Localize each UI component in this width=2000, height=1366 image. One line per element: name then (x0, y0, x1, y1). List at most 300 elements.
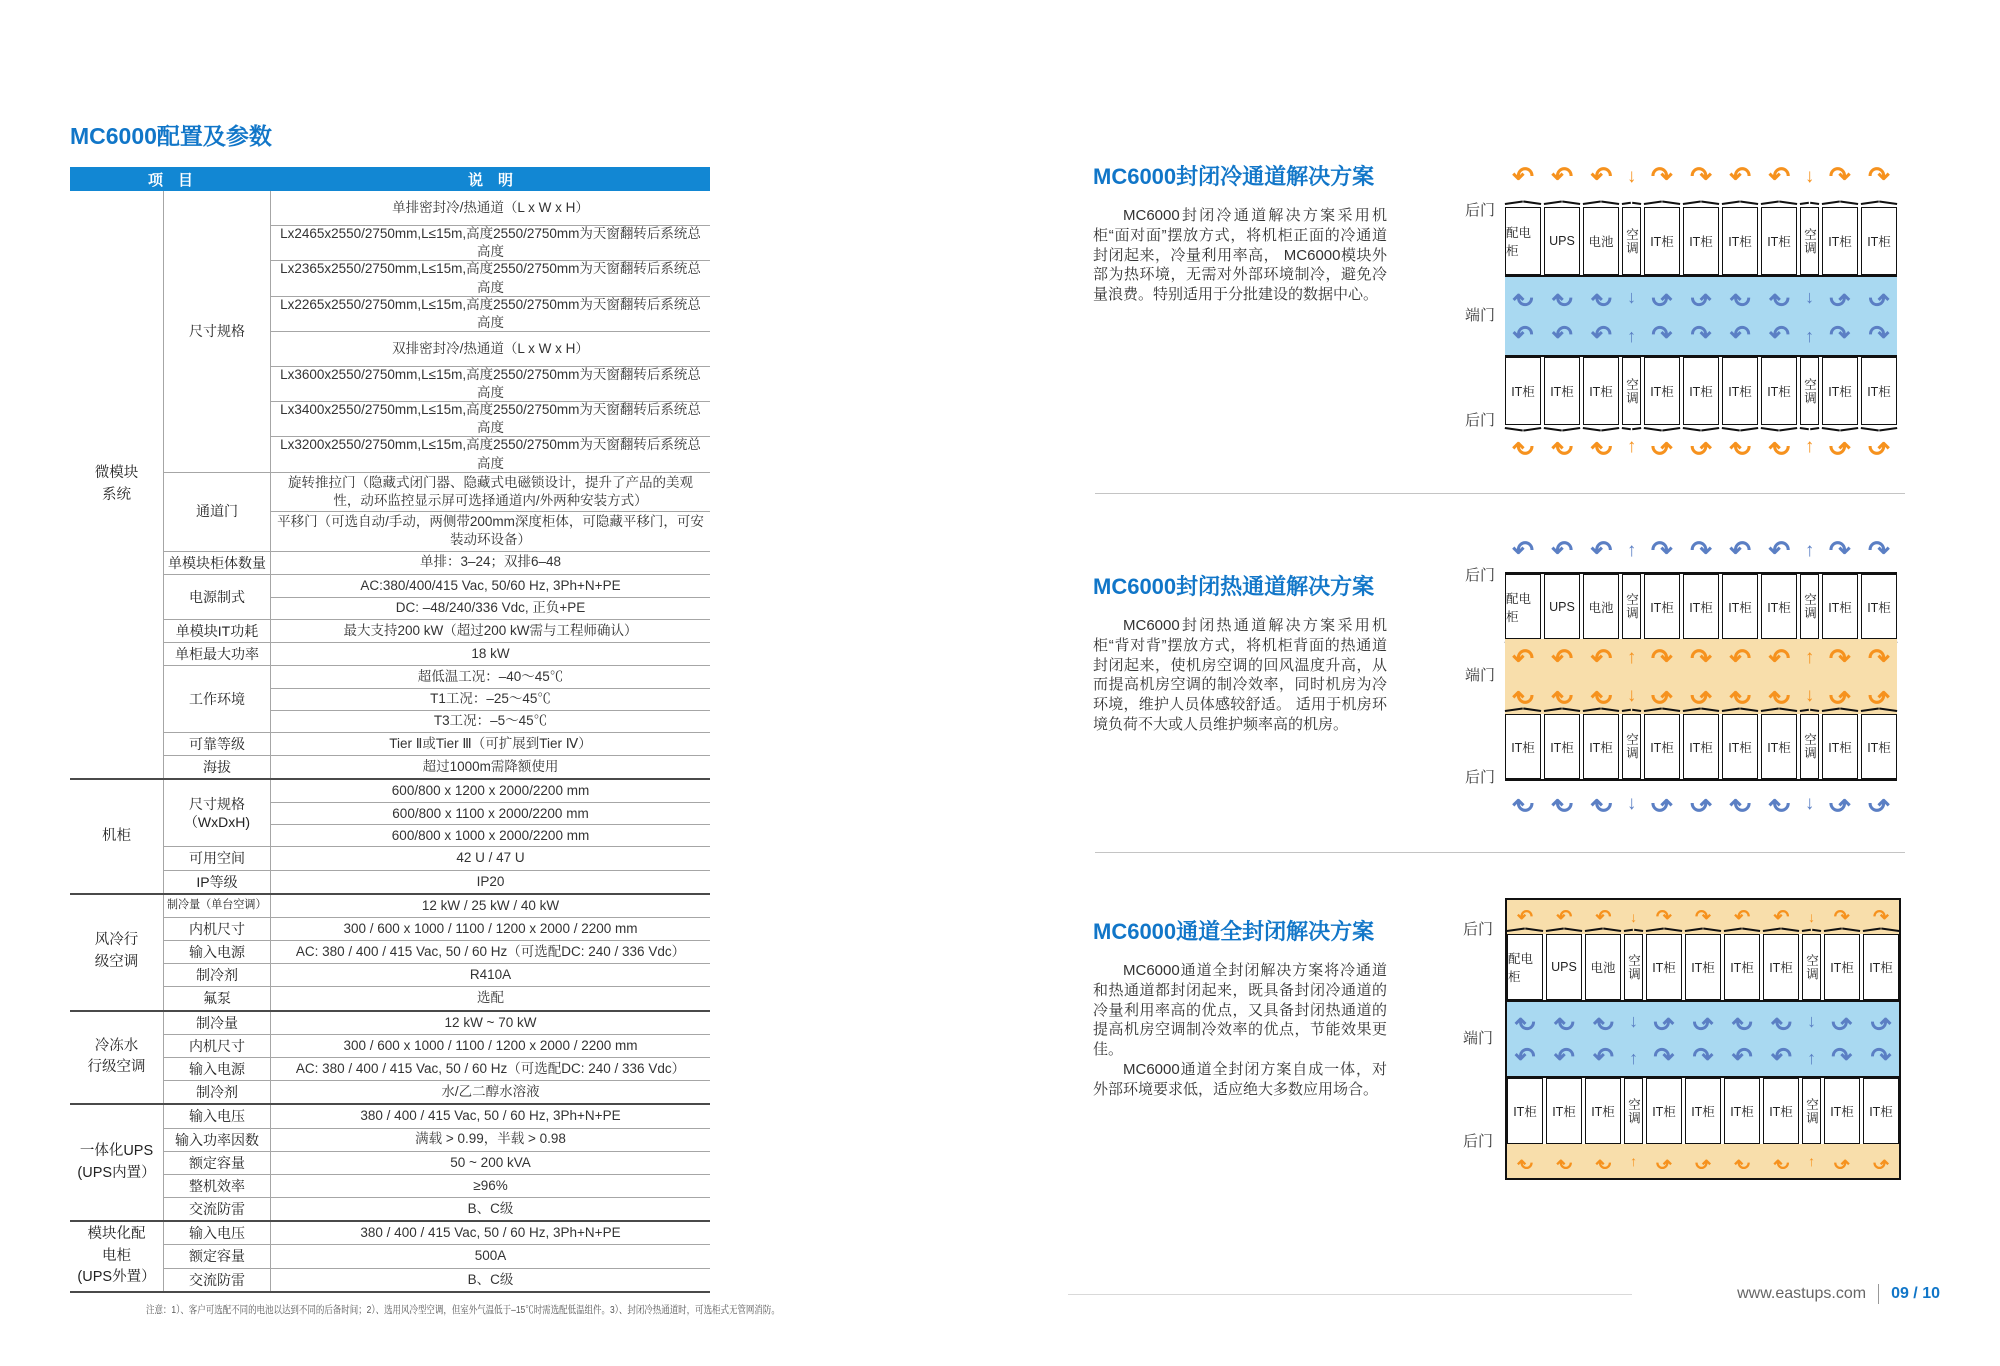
section-paragraph: MC6000封闭冷通道解决方案采用机柜“面对面”摆放方式，将机柜正面的冷通道封闭起来，冷量利用率高， MC6000模块外部为热环境，无需对外部环境制冷，避免冷量浪费。特别适用于分批建设的数据中心。 (1093, 207, 1387, 304)
table-item-label (164, 918, 271, 940)
cabinet-label: IT柜 (1591, 1105, 1615, 1119)
table-value: Lx2265x2550/2750mm,L≤15m,高度2550/2750mm为天窗翻转后系统总高度 (271, 296, 710, 331)
table-value: 600/800 x 1000 x 2000/2200 mm (271, 824, 710, 846)
airflow-arrow-icon (1507, 1008, 1543, 1033)
table-item-label (164, 847, 271, 869)
airflow-arrow-glyph: ↑ (1804, 647, 1815, 669)
cabinet (1761, 357, 1797, 425)
table-row (164, 574, 710, 619)
table-value: 42 U / 47 U (456, 850, 525, 866)
airflow-arrow-glyph: ↶ (1731, 1007, 1753, 1035)
spec-table-groups (70, 191, 710, 1291)
cabinet (1685, 1078, 1721, 1144)
cabinet (1861, 714, 1897, 779)
cabinet (1683, 714, 1719, 779)
airflow-arrow-icon (1863, 1152, 1899, 1171)
table-item-label (164, 473, 271, 551)
airflow-arrow-icon (1505, 642, 1541, 673)
airflow-arrow-glyph: ↶ (1731, 1043, 1753, 1071)
airflow-arrow-icon (1585, 1045, 1621, 1070)
table-item-label (164, 552, 271, 574)
cabinet (1761, 207, 1797, 275)
cabinet-label: IT柜 (1730, 1105, 1754, 1119)
airflow-arrow-glyph: ↓ (1804, 165, 1815, 187)
air-conditioner-cabinet (1622, 207, 1641, 275)
airflow-arrow-glyph: ↓ (1804, 792, 1815, 814)
airflow-arrow-glyph: ↶ (1556, 906, 1573, 928)
table-row (164, 895, 710, 917)
airflow-arrow-glyph: ↶ (1512, 161, 1534, 191)
cabinet-label: IT柜 (1691, 961, 1715, 975)
airflow-arrow-icon (1544, 284, 1580, 309)
cabinet (1544, 357, 1580, 425)
item-label-line: 单柜最大功率 (175, 645, 259, 662)
cold-air-arrows (1505, 528, 1897, 572)
table-item-label (164, 1269, 271, 1291)
cabinet-label: IT柜 (1830, 1105, 1854, 1119)
airflow-arrow-glyph: ↶ (1514, 1043, 1536, 1071)
airflow-arrow-glyph: ↑ (1630, 1153, 1638, 1169)
airflow-arrow-icon (1801, 288, 1819, 306)
item-label-line: 制冷剂 (196, 967, 238, 984)
airflow-arrow-icon (1683, 433, 1719, 459)
cabinet-row-bottom (1505, 357, 1897, 425)
cabinet-label: 空调 (1802, 227, 1817, 255)
cabinet-label: IT柜 (1867, 600, 1891, 615)
table-item-label (164, 575, 271, 619)
cabinet-label: IT柜 (1650, 600, 1674, 615)
section-full-containment (1093, 915, 1387, 1100)
airflow-arrow-glyph: ↶ (1768, 642, 1791, 673)
table-item-values (271, 191, 710, 472)
table-item-values (271, 1081, 710, 1103)
cabinet (1546, 1078, 1582, 1144)
footer-page-number: 09 / 10 (1891, 1285, 1940, 1302)
airflow-arrow-icon (1507, 1045, 1543, 1070)
table-item-values (271, 1058, 710, 1080)
cabinet-label: IT柜 (1828, 235, 1852, 249)
air-conditioner-cabinet (1624, 934, 1643, 1000)
table-value: IP20 (476, 873, 505, 889)
table-item-label (164, 1058, 271, 1080)
group-name-line: 模块化配 (87, 1225, 146, 1242)
cabinet-label: IT柜 (1652, 1105, 1676, 1119)
airflow-arrow-glyph: ↓ (1629, 1010, 1639, 1031)
cabinet (1683, 207, 1719, 275)
cabinet-label: IT柜 (1650, 740, 1674, 755)
item-label-line: 内机尺寸 (189, 920, 245, 937)
airflow-arrow-icon (1801, 437, 1819, 456)
section-hot-aisle (1093, 570, 1387, 735)
airflow-arrow-glyph: ↶ (1551, 321, 1573, 349)
hot-air-arrows (1505, 639, 1897, 677)
airflow-arrow-icon (1583, 642, 1619, 673)
airflow-arrow-icon (1861, 680, 1897, 711)
table-value: Lx2465x2550/2750mm,L≤15m,高度2550/2750mm为天窗翻转后系统总高度 (271, 225, 710, 260)
table-value: 最大支持200 kW（超过200 kW需与工程师确认） (343, 622, 638, 638)
table-item-label (164, 941, 271, 963)
airflow-arrow-glyph: ↶ (1729, 321, 1751, 349)
airflow-arrow-glyph: ↶ (1773, 1150, 1790, 1172)
airflow-arrow-icon (1623, 327, 1641, 345)
item-label-line: 尺寸规格 (189, 796, 245, 813)
cabinet-label: 空调 (1802, 733, 1817, 760)
airflow-arrow-icon (1722, 537, 1758, 563)
airflow-arrow-icon (1824, 908, 1860, 927)
airflow-arrow-glyph: ↶ (1768, 680, 1791, 711)
airflow-arrow-glyph: ↶ (1729, 680, 1752, 711)
airflow-arrow-icon (1685, 908, 1721, 927)
airflow-arrow-icon (1685, 1152, 1721, 1171)
cabinet (1644, 207, 1680, 275)
airflow-arrow-icon (1583, 284, 1619, 309)
cabinet-label: 空调 (1802, 593, 1817, 620)
air-conditioner-cabinet (1800, 357, 1819, 425)
airflow-arrow-glyph: ↶ (1595, 906, 1612, 928)
cabinet-label: IT柜 (1767, 740, 1791, 755)
airflow-arrow-icon (1803, 1012, 1821, 1030)
cabinet (1544, 714, 1580, 779)
airflow-arrow-glyph: ↶ (1729, 283, 1751, 311)
airflow-arrow-icon (1861, 642, 1897, 673)
cabinet-label: 空调 (1626, 1097, 1641, 1125)
table-value: 旋转推拉门（隐藏式闭门器、隐藏式电磁锁设计，提升了产品的美观性，动环监控显示屏可选择通道内/外两种安装方式） (288, 474, 693, 508)
table-row (164, 1034, 710, 1057)
table-item-values (271, 666, 710, 732)
airflow-arrow-icon (1623, 686, 1641, 705)
airflow-arrow-glyph: ↓ (1626, 684, 1637, 706)
cabinet-label: IT柜 (1513, 1105, 1537, 1119)
table-item-values (271, 871, 710, 893)
page-title: MC6000配置及参数 (70, 123, 272, 149)
cabinet-label: IT柜 (1769, 1105, 1793, 1119)
table-item-values (271, 895, 710, 917)
airflow-arrow-glyph: ↶ (1768, 535, 1791, 565)
table-group-items (164, 191, 710, 778)
item-label-line: 输入电压 (189, 1225, 245, 1242)
cabinet (1644, 714, 1680, 779)
cabinet-label: IT柜 (1828, 740, 1852, 755)
airflow-arrow-icon (1646, 1045, 1682, 1070)
airflow-arrow-glyph: ↷ (1828, 642, 1851, 673)
cabinet (1585, 1078, 1621, 1144)
airflow-arrow-glyph: ↶ (1768, 161, 1791, 191)
air-conditioner-cabinet (1622, 714, 1641, 779)
rear-door-label: 后门 (1464, 769, 1495, 786)
airflow-arrow-icon (1583, 163, 1619, 189)
table-group-items (164, 780, 710, 892)
airflow-arrow-icon (1801, 648, 1819, 667)
table-value: 单排：3–24；双排6–48 (419, 554, 562, 570)
section-paragraph: MC6000通道全封闭解决方案将冷通道和热通道都封闭起来，既具备封闭冷通道的冷量利用率高的优点，又具备封闭热通道的提高机房空调制冷效率的优点，节能效果更佳。 (1093, 962, 1387, 1059)
airflow-arrow-icon (1625, 1012, 1643, 1030)
airflow-arrow-icon (1623, 167, 1641, 186)
airflow-arrow-glyph: ↶ (1734, 1150, 1751, 1172)
group-name-line: 一体化UPS (79, 1143, 154, 1160)
airflow-arrow-glyph: ↷ (1828, 680, 1851, 711)
airflow-arrow-glyph: ↶ (1553, 1043, 1575, 1071)
airflow-arrow-icon (1861, 537, 1897, 563)
item-label-line: 交流防雷 (189, 1201, 245, 1218)
airflow-arrow-icon (1546, 1008, 1582, 1033)
airflow-arrow-icon (1763, 1045, 1799, 1070)
table-row (164, 963, 710, 986)
cabinet (1763, 1078, 1799, 1144)
airflow-arrow-icon (1761, 284, 1797, 309)
table-item-label (164, 733, 271, 755)
airflow-arrow-glyph: ↓ (1627, 286, 1637, 307)
table-group-name (70, 1012, 164, 1104)
airflow-arrow-glyph: ↷ (1828, 535, 1851, 565)
table-value: T1工况：–25～45℃ (271, 688, 710, 710)
airflow-arrow-icon (1724, 1152, 1760, 1171)
airflow-arrow-icon (1644, 284, 1680, 309)
table-row (164, 1197, 710, 1220)
group-name-line: 电柜 (102, 1247, 131, 1264)
item-label-line: 额定容量 (189, 1154, 245, 1171)
table-value: 300 / 600 x 1000 / 1100 / 1200 x 2000 / 2200 mm (343, 1037, 638, 1053)
airflow-arrow-icon (1683, 642, 1719, 673)
table-value: B、C级 (467, 1271, 514, 1287)
cabinet-label: IT柜 (1828, 385, 1852, 399)
airflow-arrow-icon (1724, 1008, 1760, 1033)
cabinet-label: IT柜 (1828, 600, 1852, 615)
spec-table (70, 167, 710, 1293)
airflow-arrow-glyph: ↷ (1872, 1150, 1889, 1172)
table-item-label (164, 1012, 271, 1034)
section-paragraph: MC6000封闭热通道解决方案采用机柜“背对背”摆放方式，将机柜背面的热通道封闭起来，使机房空调的回风温度升高，从而提高机房空调的制冷效率，同时机房为冷环境，维护人员体感较舒适。 适用于机房环境负荷不大或人员维护频率高的机房。 (1093, 617, 1387, 733)
cabinet-row-top (1505, 572, 1897, 639)
airflow-arrow-glyph: ↷ (1690, 680, 1712, 711)
air-conditioner-cabinet (1802, 1078, 1821, 1144)
airflow-arrow-icon (1625, 1154, 1643, 1168)
airflow-arrow-glyph: ↶ (1512, 321, 1534, 349)
rear-door-label: 后门 (1462, 1133, 1493, 1150)
footer-divider (1878, 1284, 1879, 1304)
airflow-arrow-icon (1863, 1045, 1899, 1070)
cabinet-label: IT柜 (1728, 235, 1752, 249)
table-group-items (164, 1012, 710, 1104)
airflow-arrow-glyph: ↷ (1829, 321, 1851, 349)
airflow-arrow-glyph: ↶ (1773, 906, 1790, 928)
table-value: DC: –48/240/336 Vdc, 正负+PE (271, 597, 710, 619)
airflow-arrow-icon (1644, 163, 1680, 189)
table-row (164, 191, 710, 472)
cabinet (1824, 934, 1860, 1000)
cabinet (1646, 1078, 1682, 1144)
cold-aisle (1505, 275, 1897, 357)
airflow-arrow-icon (1583, 323, 1619, 348)
table-item-label (164, 1129, 271, 1151)
rear-door-label: 后门 (1464, 202, 1495, 219)
airflow-arrow-icon (1644, 323, 1680, 348)
airflow-arrow-icon (1646, 1008, 1682, 1033)
table-row (164, 551, 710, 574)
airflow-arrow-glyph: ↶ (1551, 283, 1573, 311)
item-label-line: 氟泵 (203, 990, 231, 1007)
cabinet-label: IT柜 (1652, 961, 1676, 975)
table-row (164, 755, 710, 778)
cabinet (1583, 574, 1619, 639)
cabinet-label: IT柜 (1728, 740, 1752, 755)
table-item-values (271, 1175, 710, 1197)
airflow-arrow-icon (1761, 642, 1797, 673)
col-header-desc: 说 明 (271, 167, 710, 191)
table-row (164, 642, 710, 665)
table-row (164, 1080, 710, 1103)
table-note-row (70, 1302, 780, 1317)
table-item-values (271, 941, 710, 963)
item-label-line: 可靠等级 (189, 736, 245, 753)
airflow-arrow-icon (1761, 163, 1797, 189)
airflow-arrow-icon (1822, 790, 1858, 816)
airflow-arrow-glyph: ↶ (1551, 431, 1574, 461)
airflow-arrow-glyph: ↶ (1512, 431, 1534, 461)
airflow-arrow-icon (1644, 680, 1680, 711)
airflow-arrow-glyph: ↑ (1804, 539, 1815, 561)
hot-aisle-bottom (1507, 1144, 1899, 1178)
airflow-arrow-icon (1763, 1152, 1799, 1171)
airflow-arrow-icon (1646, 1152, 1682, 1171)
airflow-arrow-glyph: ↶ (1590, 680, 1613, 711)
cabinet (1722, 357, 1758, 425)
airflow-arrow-glyph: ↶ (1768, 321, 1790, 349)
hot-aisle (1505, 639, 1897, 714)
airflow-arrow-glyph: ↶ (1729, 642, 1752, 673)
airflow-arrow-glyph: ↷ (1831, 1043, 1853, 1071)
airflow-arrow-glyph: ↶ (1517, 1150, 1534, 1172)
airflow-arrow-icon (1583, 790, 1619, 816)
airflow-arrow-glyph: ↶ (1551, 680, 1574, 711)
airflow-arrow-icon (1507, 1152, 1543, 1171)
airflow-arrow-icon (1505, 433, 1541, 459)
item-label-line: 尺寸规格 (189, 323, 245, 340)
cabinet (1505, 714, 1541, 779)
airflow-arrow-glyph: ↷ (1690, 788, 1712, 818)
airflow-arrow-glyph: ↶ (1590, 161, 1613, 191)
airflow-arrow-icon (1585, 908, 1621, 927)
footer-rule (1068, 1294, 1632, 1295)
airflow-arrow-glyph: ↶ (1729, 535, 1752, 565)
cabinet (1722, 574, 1758, 639)
airflow-arrow-glyph: ↑ (1807, 1047, 1817, 1068)
airflow-arrow-glyph: ↷ (1650, 161, 1673, 191)
table-value: 50 ~ 200 kVA (450, 1154, 531, 1170)
table-value: AC: 380 / 400 / 415 Vac, 50 / 60 Hz（可选配DC: 240 / 336 Vdc） (295, 1060, 686, 1076)
table-value: 600/800 x 1100 x 2000/2200 mm (271, 802, 710, 824)
airflow-arrow-glyph: ↷ (1833, 1150, 1850, 1172)
airflow-arrow-icon (1803, 910, 1821, 924)
airflow-arrow-icon (1722, 680, 1758, 711)
airflow-arrow-glyph: ↷ (1695, 906, 1711, 928)
airflow-arrow-icon (1505, 323, 1541, 348)
table-group (70, 893, 710, 1010)
table-group (70, 1103, 710, 1220)
cabinet-label: IT柜 (1869, 961, 1893, 975)
cabinet-label: IT柜 (1867, 235, 1891, 249)
table-item-values (271, 847, 710, 869)
airflow-arrow-glyph: ↷ (1868, 680, 1890, 711)
airflow-arrow-icon (1683, 537, 1719, 563)
airflow-arrow-glyph: ↶ (1512, 680, 1534, 711)
airflow-arrow-glyph: ↷ (1868, 535, 1890, 565)
cabinet-label: IT柜 (1550, 740, 1574, 755)
airflow-arrow-glyph: ↶ (1591, 283, 1612, 311)
table-group-name (70, 895, 164, 1010)
airflow-arrow-glyph: ↷ (1868, 161, 1890, 191)
airflow-arrow-icon (1505, 537, 1541, 563)
airflow-arrow-icon (1685, 1008, 1721, 1033)
cabinet-label: IT柜 (1767, 600, 1791, 615)
air-conditioner-cabinet (1622, 357, 1641, 425)
table-item-label (164, 756, 271, 778)
airflow-arrow-glyph: ↑ (1804, 435, 1815, 457)
airflow-arrow-glyph: ↷ (1690, 161, 1712, 191)
airflow-arrow-icon (1761, 680, 1797, 711)
airflow-arrow-icon (1546, 1152, 1582, 1171)
cabinet (1646, 934, 1682, 1000)
airflow-arrow-icon (1623, 541, 1641, 560)
airflow-arrow-glyph: ↓ (1807, 1010, 1817, 1031)
cabinet (1583, 714, 1619, 779)
table-group-name (70, 1222, 164, 1291)
cabinet (1724, 934, 1760, 1000)
cabinet-label: IT柜 (1552, 1105, 1576, 1119)
airflow-arrow-icon (1722, 163, 1758, 189)
end-door-label: 端门 (1464, 307, 1495, 324)
airflow-arrow-icon (1801, 686, 1819, 705)
airflow-arrow-icon (1722, 433, 1758, 459)
table-value: 满载 > 0.99，半载 > 0.98 (415, 1131, 566, 1147)
cold-aisle (1507, 1000, 1899, 1078)
table-row (164, 1268, 710, 1291)
group-name-line: 机柜 (102, 827, 131, 844)
airflow-arrow-icon (1583, 537, 1619, 563)
table-group-name (70, 780, 164, 892)
airflow-arrow-icon (1623, 648, 1641, 667)
cold-air-arrows (1507, 1002, 1899, 1039)
airflow-arrow-icon (1822, 433, 1858, 459)
airflow-arrow-glyph: ↶ (1768, 283, 1790, 311)
table-item-label (164, 987, 271, 1009)
cabinet-label: 空调 (1624, 377, 1639, 405)
airflow-arrow-glyph: ↑ (1805, 325, 1815, 346)
airflow-arrow-glyph: ↓ (1804, 684, 1815, 706)
cabinet-label: 电池 (1590, 961, 1616, 975)
cabinet (1861, 574, 1897, 639)
table-item-label (164, 666, 271, 732)
end-door-label: 端门 (1462, 1030, 1493, 1047)
airflow-arrow-glyph: ↶ (1734, 906, 1751, 928)
table-row (164, 986, 710, 1009)
airflow-arrow-glyph: ↷ (1868, 431, 1890, 461)
table-item-label (164, 1222, 271, 1244)
item-label-line: 输入电源 (189, 944, 245, 960)
item-label-line: 整机效率 (189, 1177, 245, 1194)
cold-aisle-containment-diagram (1464, 145, 1897, 467)
table-item-values (271, 552, 710, 574)
airflow-arrow-icon (1863, 1008, 1899, 1033)
group-name-line: (UPS内置） (77, 1164, 156, 1181)
air-conditioner-cabinet (1800, 207, 1819, 275)
airflow-arrow-icon (1505, 680, 1541, 711)
hot-exhaust-arrows (1505, 145, 1897, 207)
airflow-arrow-glyph: ↶ (1512, 283, 1534, 311)
cabinet-label: IT柜 (1830, 961, 1854, 975)
airflow-arrow-glyph: ↓ (1626, 792, 1637, 814)
table-group (70, 1220, 710, 1291)
cabinet-label: 空调 (1626, 953, 1641, 981)
